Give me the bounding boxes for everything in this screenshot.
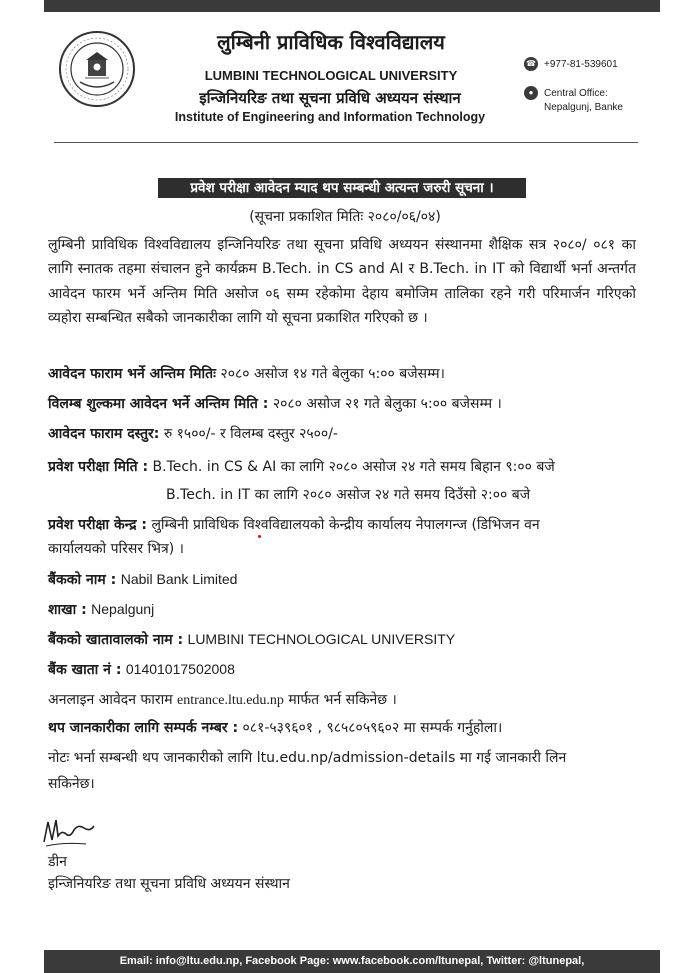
exam-center-label: प्रवेश परीक्षा केन्द्र : bbox=[48, 517, 147, 533]
note-line-2: सकिनेछ। bbox=[48, 776, 95, 792]
deadline-row bbox=[48, 364, 445, 383]
top-band bbox=[44, 0, 660, 12]
bank-name-value: Nabil Bank Limited bbox=[120, 571, 238, 587]
notice-heading: प्रवेश परीक्षा आवेदन म्याद थप सम्बन्धी अत्यन्त जरुरी सूचना । bbox=[158, 178, 526, 198]
exam-date-value-2: B.Tech. in IT का लागि २०८० असोज २४ गते समय दिउँसो २:०० बजे bbox=[166, 487, 531, 503]
phone-number: +977-81-539601 bbox=[544, 59, 618, 70]
notice-body: लुम्बिनी प्राविधिक विश्वविद्यालय इन्जिनियरिङ तथा सूचना प्रविधि अध्ययन संस्थानमा शैक्षिक सत्र २०८०/ ०८१ का लागि स्नातक तहमा संचालन हुने कार्यक्रम B.Tech. in CS and AI र B.Tech. in IT को विद्यार्थी भर्ना अन्तर्गत आवेदन फारम भर्ने अन्तिम मिति असोज ०६ सम्म रहेकोमा देहाय बमोजिम तालिका रहने गरी परिमार्जन गरिएको व्यहोरा सम्बन्धित सबैको जानकारीका लागि यो सूचना प्रकाशित गरिएको छ । bbox=[48, 237, 636, 327]
late-deadline-label: विलम्ब शुल्कमा आवेदन भर्ने अन्तिम मिति : bbox=[48, 396, 269, 412]
account-number-label: बैंक खाता नं : bbox=[48, 662, 122, 678]
institute-name-nepali: इन्जिनियरिङ तथा सूचना प्रविधि अध्ययन संस्थान bbox=[199, 89, 461, 107]
institute-name-english: Institute of Engineering and Information Technology bbox=[174, 110, 486, 124]
signatory-title: डीन bbox=[48, 854, 67, 870]
signatory-institute: इन्जिनियरिङ तथा सूचना प्रविधि अध्ययन संस्थान bbox=[48, 876, 290, 892]
exam-date-label: प्रवेश परीक्षा मिति : bbox=[48, 459, 149, 475]
online-form-row bbox=[48, 690, 397, 709]
account-holder-value: LUMBINI TECHNOLOGICAL UNIVERSITY bbox=[187, 631, 456, 647]
contact-row bbox=[48, 718, 502, 737]
fee-row bbox=[48, 424, 338, 443]
branch-label: शाखा : bbox=[48, 602, 87, 618]
contact-label: थप जानकारीका लागि सम्पर्क नम्बर : bbox=[48, 720, 239, 736]
account-holder-label: बैंकको खातावालको नाम : bbox=[48, 632, 184, 648]
bank-name-row bbox=[48, 570, 237, 589]
online-form-suffix: मार्फत भर्न सकिनेछ । bbox=[288, 692, 397, 708]
account-holder-row bbox=[48, 630, 455, 649]
account-number-row bbox=[48, 660, 235, 679]
deadline-label: आवेदन फाराम भर्ने अन्तिम मितिः bbox=[48, 366, 216, 382]
exam-center-value-1: लुम्बिनी प्राविधिक विश्वविद्यालयको केन्द्रीय कार्यालय नेपालगन्ज (डिभिजन वन bbox=[151, 517, 540, 533]
exam-center-value-2: कार्यालयको परिसर भित्र) । bbox=[48, 541, 184, 557]
dean-signature bbox=[40, 812, 98, 854]
branch-value: Nepalgunj bbox=[91, 601, 155, 617]
university-seal bbox=[58, 30, 136, 108]
phone-icon: ☎ bbox=[524, 57, 538, 71]
office-label: Central Office: bbox=[544, 88, 608, 99]
contact-value: ०८१-५३९६०१ , ९८५८०५९६०२ मा सम्पर्क गर्नुहोला। bbox=[242, 720, 503, 736]
footer-contact-bar: Email: info@ltu.edu.np, Facebook Page: www.facebook.com/ltunepal, Twitter: @ltunepal, bbox=[44, 950, 660, 973]
university-name-english: LUMBINI TECHNOLOGICAL UNIVERSITY bbox=[204, 68, 458, 83]
account-number-value: 01401017502008 bbox=[125, 661, 235, 677]
header-divider bbox=[54, 142, 638, 143]
fee-label: आवेदन फाराम दस्तुर: bbox=[48, 426, 160, 442]
published-date: (सूचना प्रकाशित मितिः २०८०/०६/०४) bbox=[249, 209, 441, 225]
late-deadline-row bbox=[48, 394, 502, 413]
university-name-nepali: लुम्बिनी प्राविधिक विश्वविद्यालय bbox=[217, 30, 445, 54]
branch-row bbox=[48, 600, 154, 619]
ink-mark bbox=[258, 535, 261, 538]
late-deadline-value: २०८० असोज २१ गते बेलुका ५:०० बजेसम्म । bbox=[272, 396, 502, 412]
location-pin-icon: ● bbox=[524, 86, 538, 100]
bank-name-label: बैंकको नाम : bbox=[48, 572, 117, 588]
fee-value: रु १५००/- र विलम्ब दस्तुर २५००/- bbox=[163, 426, 338, 442]
online-form-prefix: अनलाइन आवेदन फाराम bbox=[48, 692, 173, 708]
office-place: Nepalgunj, Banke bbox=[544, 102, 623, 113]
exam-center-row bbox=[48, 515, 540, 534]
exam-date-row bbox=[48, 457, 555, 476]
online-form-url[interactable]: entrance.ltu.edu.np bbox=[177, 693, 284, 708]
deadline-value: २०८० असोज १४ गते बेलुका ५:०० बजेसम्म। bbox=[220, 366, 445, 382]
exam-date-value-1: B.Tech. in CS & AI का लागि २०८० असोज २४ गते समय बिहान ९:०० बजे bbox=[152, 459, 555, 475]
note-line-1: नोटः भर्ना सम्बन्धी थप जानकारीको लागि ltu.edu.np/admission-details मा गई जानकारी लिन bbox=[48, 750, 567, 766]
